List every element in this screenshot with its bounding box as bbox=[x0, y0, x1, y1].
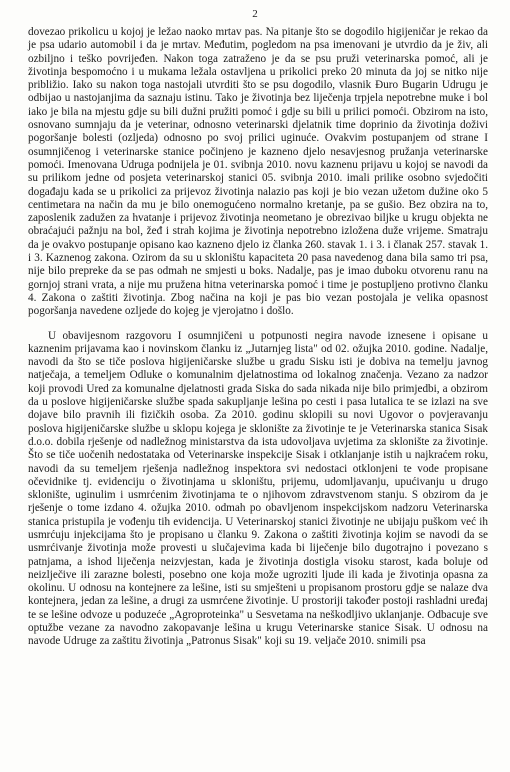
paragraph-2: U obavijesnom razgovoru I osumnjičeni u potpunosti negira navode iznesene i opisane u kaznenim prijavama kao i novinskom članku iz „Jutarnjeg lista" od 02. ožujka 2010. godine. Nadalje, navodi da što se tiče poslova higijeničarske službe u gradu Sisku isti je dobiva na temelju javnog natječaja, a temeljem Odluke o komunalnim djelatnostima od lokalnog značenja. Vezano za nadzor koji provodi Ured za komunalne djelatnosti grada Siska do sada nikada nije bilo primjedbi, a obzirom da u poslove higijeničarske službe spada sakupljanje lešina po cesti i pasa lutalica te se izlazi na sve dojave bilo pravnih ili fizičkih osoba. Za 2010. godinu sklopili su novi Ugovor o povjeravanju poslova higijeničarske službe u sklopu kojega je sklonište za životinje te je Veterinarska stanica Sisak d.o.o. dobila rješenje od nadležnog ministarstva da ista udovoljava uvjetima za sklonište za životinje. Što se tiče uočenih nedostataka od Veterinarske inspekcije Sisak i otklanjanje istih u najkraćem roku, navodi da su temeljem rješenja nadležnog inspektora svi nedostaci otklonjeni te vode propisane očevidnike tj. evidenciju o životinjama u skloništu, prijemu, udomljavanju, upućivanju u drugo sklonište, uginulim i usmrćenim životinjama te o njihovom zdravstvenom stanju. S obzirom da je rješenje o tome izdano 4. ožujka 2010. odmah po obavljenom inspekcijskom nadzoru Veterinarska stanica pristupila je vođenju tih evidencija. U Veterinarskoj stanici životinje ne ubijaju puškom već ih usmrćuju injekcijama što je propisano u članku 9. Zakona o zaštiti životinja kojim se navodi da se usmrćivanje životinja može provesti u slučajevima kada bi liječenje bilo dugotrajno i povezano s patnjama, a ishod liječenja neizvjestan, kada je životinja dostigla visoku starost, kada boluje od neizlječive ili zarazne bolesti, posebno one koja može ugroziti ljude ili kada je životinja opasna za okolinu. U odnosu na kontejnere za lešine, isti su smješteni u propisanom prostoru gdje se nalaze dva kontejnera, jedan za lešine, a drugi za usmrćene životinje. U prostoriji također postoji rashladni uređaj te se lešine odvoze u poduzeće „Agroproteinka" u Sesvetama na neškodljivo uklanjanje. Odbacuje sve optužbe vezane za navodno zakopavanje lešina u krugu Veterinarske stanice Sisak. U odnosu na navode Udruge za zaštitu životinja „Patronus Sisak" koji su 19. veljače 2010. snimili psa bbox=[28, 329, 488, 648]
body-text bbox=[28, 26, 488, 649]
page-number: 2 bbox=[252, 8, 258, 20]
paragraph-1: dovezao prikolicu u kojoj je ležao naoko mrtav pas. Na pitanje što se dogodilo higijeničar je rekao da je psa udario automobil i da je mrtav. Međutim, pogledom na psa imenovani je utvrdio da je živ, ali ozbiljno i teško povrijeđen. Nakon toga zatraženo je da se psu pruži veterinarska pomoć, ali je životinja bespomoćno i u mukama ležala ostavljena u prikolici preko 20 minuta da joj se nitko nije približio. Iako su nakon toga nastojali utvrditi što se psu dogodilo, vlasnik Đuro Bugarin Udrugu je odbijao u nastojanjima da saznaju istinu. Tako je životinja bez liječenja trpjela nepotrebne muke i bol iako je bila na mjestu gdje su bili dužni pružiti pomoć i gdje su bili u prilici pomoći. Obzirom na isto, osnovano sumnjaju da je veterinar, odnosno veterinarski djelatnik time doprinio da životinja doživi pogoršanje bolesti (ozljeda) odnosno po svoj prilici uginuće. Ovakvim postupanjem od strane I osumnjičenog i veterinarske stanice počinjeno je kazneno djelo nesavjesnog pružanja veterinarske pomoći. Imenovana Udruga podnijela je 01. svibnja 2010. novu kaznenu prijavu u kojoj se navodi da su prilikom jedne od posjeta veterinarskoj stanici 05. svibnja 2010. imali prilike osobno svjedočiti događaju kada se u prikolici za prijevoz životinja nalazio pas koji je bio vezan užetom dužine oko 5 centimetara na način da mu je bilo onemogućeno normalno kretanje, pa se gušio. Bez obzira na to, zaposlenik zadužen za hvatanje i prijevoz životinja neometano je obrezivao biljke u krugu objekta ne obraćajući pažnju na bol, žeđ i strah kojima je životinja nepotrebno izložena duže vrijeme. Smatraju da je ovakvo postupanje opisano kao kazneno djelo iz članka 260. stavak 1. i 3. i članak 257. stavak 1. i 3. Kaznenog zakona. Ozirom da su u skloništu kapaciteta 20 pasa navedenog dana bila samo tri psa, nije bilo prepreke da se pas odmah ne smjesti u boks. Nadalje, pas je imao duboku otvorenu ranu na gornjoj strani vrata, a nije mu pružena hitna veterinarska pomoć i time je postupljeno protivno članku 4. Zakona o zaštiti životinja. Zbog načina na koji je pas bio vezan postojala je velika opasnost pogoršanja navedene ozljede do kojeg je vjerojatno i došlo. bbox=[28, 26, 488, 318]
